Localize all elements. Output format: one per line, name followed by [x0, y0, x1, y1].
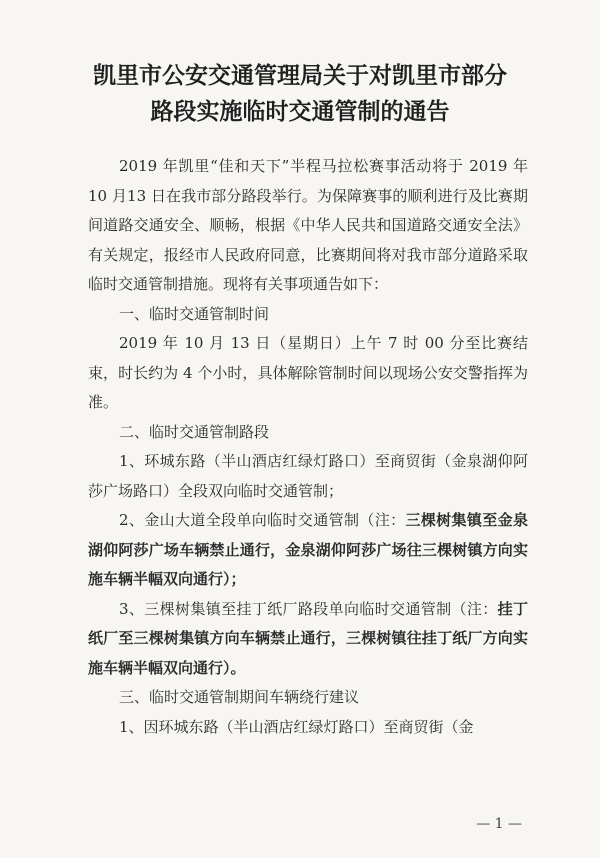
time-paragraph: 2019 年 10 月 13 日（星期日）上午 7 时 00 分至比赛结束，时长约为 4 个小时，具体解除管制时间以现场公安交警指挥为准。 — [88, 334, 528, 411]
section-heading-time: 一、临时交通管制时间 — [119, 304, 270, 323]
road-item-2-text: 2、金山大道全段单向临时交通管制（注： — [119, 511, 406, 529]
title-line-2: 路段实施临时交通管制的通告 — [150, 99, 450, 125]
detour-item-1: 1、因环城东路（半山酒店红绿灯路口）至商贸街（金 — [119, 717, 474, 736]
road-item-2-note: 三棵树集镇至金泉湖仰阿莎广场车辆禁止通行，金泉湖仰阿莎广场往三棵树镇方向实施车辆半幅双向通行）； — [88, 511, 528, 588]
section-heading-roads: 二、临时交通管制路段 — [119, 422, 270, 441]
section-heading-detour: 三、临时交通管制期间车辆绕行建议 — [119, 688, 360, 706]
road-item-1: 1、环城东路（半山酒店红绿灯路口）至商贸街（金泉湖仰阿莎广场路口）全段双向临时交通管制； — [88, 452, 528, 500]
document-title — [0, 58, 600, 130]
road-item-2 — [88, 506, 528, 595]
document-body — [88, 152, 528, 742]
road-item-3 — [88, 595, 528, 684]
page-number: — 1 — — [476, 816, 522, 832]
road-item-3-note: 挂丁纸厂至三棵树集镇方向车辆禁止通行，三棵树镇往挂丁纸厂方向实施车辆半幅双向通行）。 — [88, 599, 528, 677]
road-item-3-text: 3、三棵树集镇至挂丁纸厂路段单向临时交通管制（注： — [119, 599, 498, 618]
title-line-1: 凯里市公安交通管理局关于对凯里市部分 — [93, 63, 507, 89]
intro-paragraph: 2019 年凯里“佳和天下”半程马拉松赛事活动将于 2019 年10 月13 日在我市部分路段举行。为保障赛事的顺利进行及比赛期间道路交通安全、顺畅，根据《中华人民共和国道路交通安全法》有关规定，报经市人民政府同意，比赛期间将对我市部分道路采取临时交通管制措施。现将有关事项通告如下： — [88, 157, 528, 293]
